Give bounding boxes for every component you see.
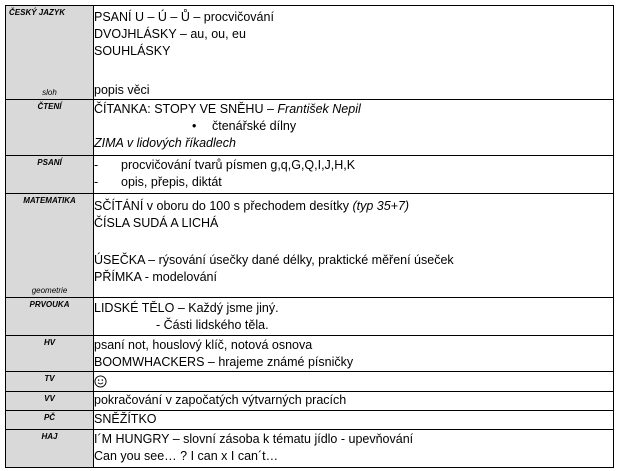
table-row-pe bbox=[6, 372, 614, 392]
math-note: (typ 35+7) bbox=[352, 199, 410, 213]
dash-marker: - bbox=[94, 175, 99, 189]
reading-author: František Nepil bbox=[277, 102, 361, 116]
content-cell bbox=[94, 392, 614, 411]
table-row-crafts bbox=[6, 411, 614, 430]
subject-cell bbox=[6, 430, 94, 468]
subject-cell bbox=[6, 194, 94, 298]
content-cell bbox=[94, 336, 614, 372]
content-line: LIDSKÉ TĚLO – Každý jsme jiný. bbox=[94, 301, 279, 315]
math-topic: SČÍTÁNÍ v oboru do 100 s přechodem desítky bbox=[94, 199, 353, 213]
content-line: SNĚŽÍTKO bbox=[94, 412, 157, 426]
table-row-reading bbox=[6, 100, 614, 156]
content-line: Can you see… ? I can x I can´t… bbox=[94, 449, 279, 463]
content-cell bbox=[94, 194, 614, 298]
content-cell bbox=[94, 6, 614, 100]
list-item-text: čtenářské dílny bbox=[212, 119, 297, 133]
subject-name: ČTENÍ bbox=[37, 102, 62, 111]
table-row-science bbox=[6, 298, 614, 336]
content-line: ZIMA v lidových říkadlech bbox=[94, 136, 236, 150]
subject-cell bbox=[6, 298, 94, 336]
content-line: SOUHLÁSKY bbox=[94, 44, 171, 58]
content-line: popis věci bbox=[94, 83, 150, 97]
list-item bbox=[94, 174, 613, 191]
smiley-icon bbox=[94, 375, 107, 388]
subject-cell bbox=[6, 372, 94, 392]
content-cell bbox=[94, 156, 614, 194]
content-cell bbox=[94, 430, 614, 468]
table-row-writing bbox=[6, 156, 614, 194]
content-line bbox=[94, 198, 613, 215]
list-item bbox=[94, 157, 613, 174]
content-cell bbox=[94, 298, 614, 336]
list-item-text: procvičování tvarů písmen g,q,G,Q,I,J,H,K bbox=[121, 158, 356, 172]
subject-cell bbox=[6, 411, 94, 430]
table-row-english bbox=[6, 430, 614, 468]
list-item bbox=[94, 118, 613, 135]
subject-cell bbox=[6, 156, 94, 194]
subject-name: PSANÍ bbox=[37, 158, 62, 167]
subject-cell bbox=[6, 100, 94, 156]
content-cell bbox=[94, 372, 614, 392]
content-line: PŘÍMKA - modelování bbox=[94, 270, 217, 284]
subject-cell bbox=[6, 392, 94, 411]
subject-name: HV bbox=[43, 338, 56, 347]
content-line: pokračování v započatých výtvarných pracích bbox=[94, 393, 347, 407]
content-cell bbox=[94, 100, 614, 156]
subject-name: ČESKÝ JAZYK bbox=[9, 8, 66, 17]
table-row-czech bbox=[6, 6, 614, 100]
content-cell bbox=[94, 411, 614, 430]
table-row-art bbox=[6, 392, 614, 411]
table-row-math bbox=[6, 194, 614, 298]
content-line bbox=[94, 232, 613, 252]
content-line bbox=[94, 60, 613, 82]
weekly-plan-table bbox=[5, 5, 614, 468]
content-line: - Části lidského těla. bbox=[156, 318, 269, 332]
content-line bbox=[94, 101, 613, 118]
subject-cell bbox=[6, 6, 94, 100]
content-line: psaní not, houslový klíč, notová osnova bbox=[94, 338, 313, 352]
content-line: PSANÍ U – Ú – Ů – procvičování bbox=[94, 10, 274, 24]
weekly-plan bbox=[5, 5, 613, 468]
subject-name: VV bbox=[44, 394, 55, 403]
content-line: BOOMWHACKERS – hrajeme známé písničky bbox=[94, 355, 354, 369]
subject-name: HAJ bbox=[41, 432, 58, 441]
dash-marker: - bbox=[94, 158, 99, 172]
subject-sub-label: geometrie bbox=[31, 286, 68, 295]
subject-sub-label: sloh bbox=[42, 88, 57, 97]
content-line: I´M HUNGRY – slovní zásoba k tématu jídlo - upevňování bbox=[94, 432, 414, 446]
subject-name: PČ bbox=[43, 413, 56, 422]
reading-book: ČÍTANKA: STOPY VE SNĚHU – bbox=[94, 102, 278, 116]
subject-name: PRVOUKA bbox=[29, 300, 70, 309]
subject-name: MATEMATIKA bbox=[23, 196, 76, 205]
subject-name: TV bbox=[44, 374, 55, 383]
list-item-text: opis, přepis, diktát bbox=[121, 175, 222, 189]
content-line: DVOJHLÁSKY – au, ou, eu bbox=[94, 27, 246, 41]
table-row-music bbox=[6, 336, 614, 372]
subject-cell bbox=[6, 336, 94, 372]
content-line: ČÍSLA SUDÁ A LICHÁ bbox=[94, 216, 219, 230]
bullet-icon: • bbox=[192, 119, 197, 133]
content-line: ÚSEČKA – rýsování úsečky dané délky, praktické měření úseček bbox=[94, 253, 454, 267]
